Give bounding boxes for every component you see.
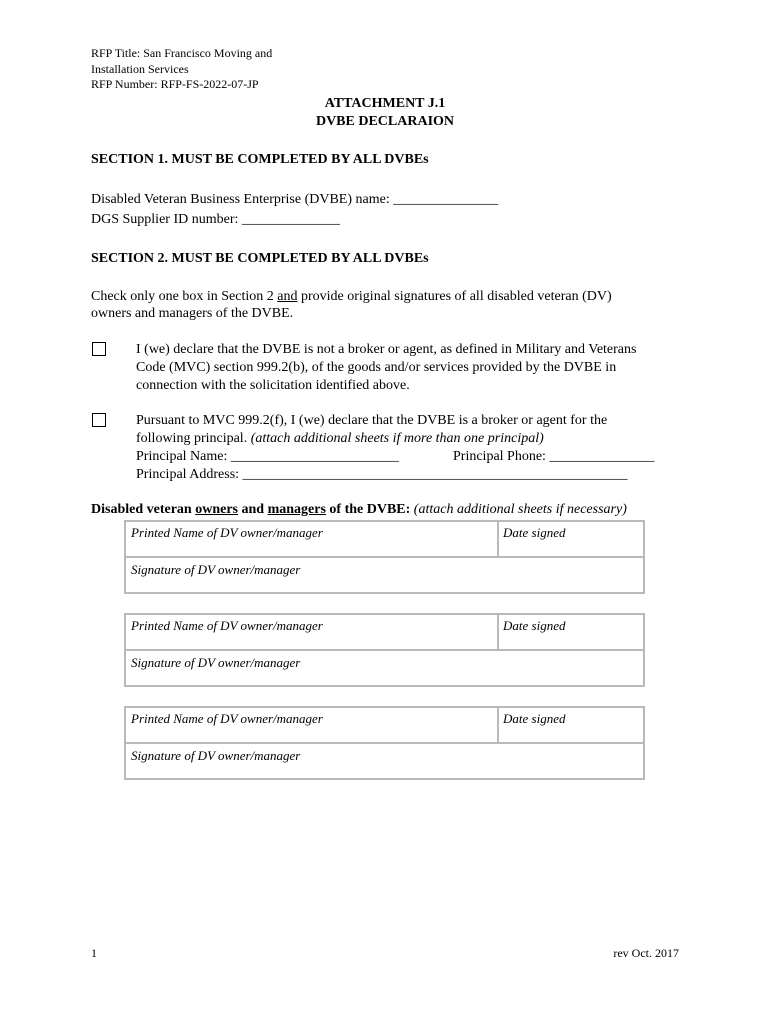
- date-signed-field[interactable]: Date signed: [503, 711, 566, 726]
- declaration-title: DVBE DECLARAION: [315, 114, 455, 129]
- signature-block: [124, 613, 645, 687]
- section2-instructions: [91, 288, 612, 306]
- rfp-title-line2: Installation Services: [91, 61, 189, 76]
- rfp-number: RFP Number: RFP-FS-2022-07-JP: [91, 77, 259, 91]
- owners-heading-pre: Disabled veteran: [91, 502, 196, 517]
- page-number: 1: [91, 946, 97, 960]
- printed-name-field[interactable]: Printed Name of DV owner/manager: [126, 708, 499, 742]
- owners-heading: [91, 502, 627, 518]
- section2-instructions-line2: owners and managers of the DVBE.: [91, 306, 294, 321]
- signature-field[interactable]: Signature of DV owner/manager: [131, 655, 301, 670]
- section1-heading: SECTION 1. MUST BE COMPLETED BY ALL DVBEs: [91, 152, 429, 167]
- section2-heading: SECTION 2. MUST BE COMPLETED BY ALL DVBEs: [91, 251, 429, 266]
- rfp-header: [91, 46, 272, 93]
- option2-line1: Pursuant to MVC 999.2(f), I (we) declare that the DVBE is a broker or agent for the: [136, 413, 608, 428]
- principal-address-field[interactable]: Principal Address: _______________________________________________________: [136, 467, 628, 482]
- dvbe-name-field[interactable]: Disabled Veteran Business Enterprise (DVBE) name: _______________: [91, 192, 499, 207]
- option1-text: [136, 341, 636, 395]
- printed-name-field[interactable]: Printed Name of DV owner/manager: [126, 615, 499, 649]
- signature-field[interactable]: Signature of DV owner/manager: [131, 562, 301, 577]
- option2-line2: [136, 430, 607, 448]
- date-signed-field[interactable]: Date signed: [503, 618, 566, 633]
- signature-block: [124, 520, 645, 594]
- supplier-id-field[interactable]: DGS Supplier ID number: ______________: [91, 212, 340, 227]
- signature-field[interactable]: Signature of DV owner/manager: [131, 748, 301, 763]
- instr-text-post: provide original signatures of all disabled veteran (DV): [297, 289, 612, 304]
- signature-block: [124, 706, 645, 780]
- principal-name-field[interactable]: Principal Name: ________________________: [136, 449, 399, 464]
- option2-text: [136, 412, 607, 448]
- revision-date: rev Oct. 2017: [613, 946, 679, 960]
- option2-line2-text: following principal.: [136, 431, 251, 446]
- option2-note: (attach additional sheets if more than one principal): [250, 431, 544, 446]
- date-signed-field[interactable]: Date signed: [503, 525, 566, 540]
- option1-checkbox[interactable]: [92, 342, 106, 356]
- option1-line2: Code (MVC) section 999.2(b), of the goods and/or services provided by the DVBE in: [136, 360, 617, 375]
- instr-and: and: [277, 289, 298, 304]
- owners-heading-post: of the DVBE:: [325, 502, 414, 517]
- owners-note: (attach additional sheets if necessary): [413, 502, 627, 517]
- managers-word: managers: [267, 502, 326, 517]
- owners-heading-mid: and: [238, 502, 268, 517]
- principal-phone-field[interactable]: Principal Phone: _______________: [453, 449, 655, 464]
- owners-word: owners: [195, 502, 238, 517]
- rfp-title-line1: RFP Title: San Francisco Moving and: [91, 46, 273, 60]
- attachment-title: ATTACHMENT J.1: [324, 96, 446, 111]
- option1-line3: connection with the solicitation identified above.: [136, 378, 410, 393]
- instr-text-pre: Check only one box in Section 2: [91, 289, 278, 304]
- option1-line1: I (we) declare that the DVBE is not a broker or agent, as defined in Military and Veterans: [136, 342, 637, 357]
- printed-name-field[interactable]: Printed Name of DV owner/manager: [126, 522, 499, 556]
- option2-checkbox[interactable]: [92, 413, 106, 427]
